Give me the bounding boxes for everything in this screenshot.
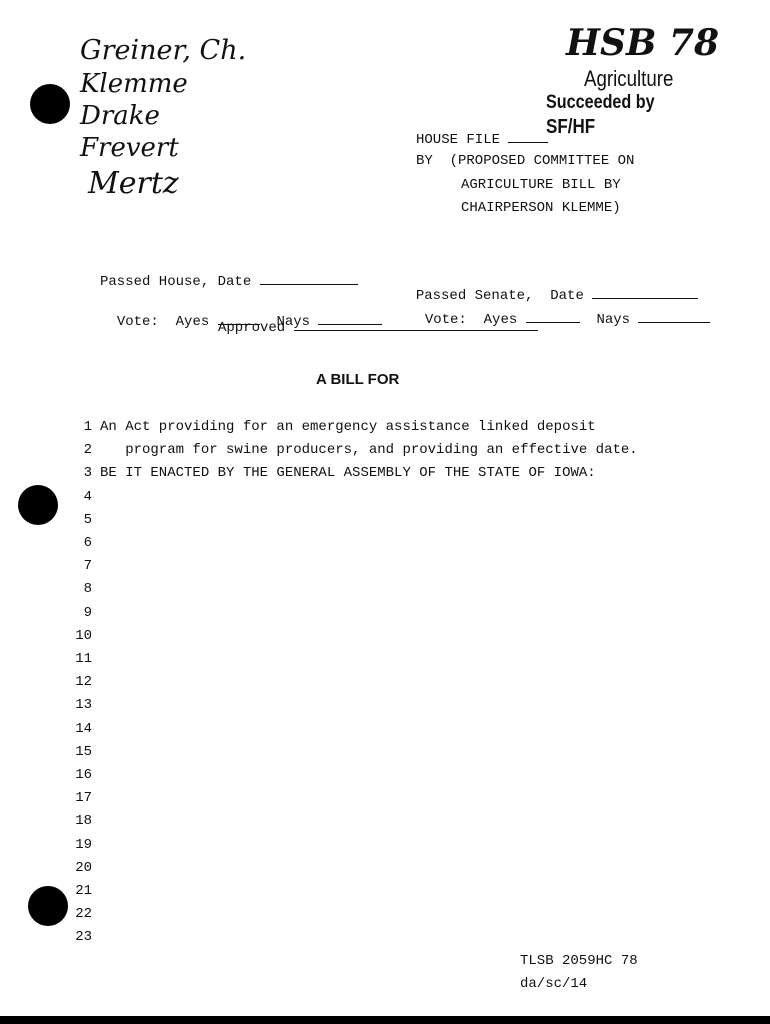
line-number: 1 xyxy=(83,419,92,435)
line-number: 21 xyxy=(75,883,92,899)
line-number: 7 xyxy=(83,558,92,574)
line-number: 20 xyxy=(75,860,92,876)
bill-heading: A BILL FOR xyxy=(316,371,400,388)
line-text: An Act providing for an emergency assistance linked deposit xyxy=(100,419,596,435)
line-number: 12 xyxy=(75,674,92,690)
line-number: 2 xyxy=(83,442,92,458)
vote-label: Vote: xyxy=(116,314,159,330)
committee-stamp: Agriculture xyxy=(584,66,674,91)
line-number: 4 xyxy=(83,489,92,505)
line-number: 5 xyxy=(83,512,92,528)
line-number: 18 xyxy=(75,813,92,829)
passed-senate-label: Passed Senate, Date xyxy=(415,288,584,304)
tlsb-code: TLSB 2059HC 78 xyxy=(520,953,638,969)
handwritten-name: Klemme xyxy=(80,69,188,99)
handwritten-name: Mertz xyxy=(88,166,179,201)
scan-bottom-edge xyxy=(0,1016,770,1024)
line-number: 8 xyxy=(83,581,92,597)
line-number: 3 xyxy=(83,465,92,481)
nays-label: Nays xyxy=(276,314,311,330)
by-line-2: AGRICULTURE BILL BY xyxy=(461,177,621,193)
handwritten-bill-number: HSB 78 xyxy=(566,22,720,64)
handwritten-name: Greiner, Ch. xyxy=(80,35,247,66)
by-line-1: BY (PROPOSED COMMITTEE ON xyxy=(416,153,635,169)
line-text: program for swine producers, and providing an effective date. xyxy=(100,442,638,458)
line-number: 6 xyxy=(83,535,92,551)
passed-house-label: Passed House, Date xyxy=(100,274,252,290)
line-number: 13 xyxy=(75,697,92,713)
line-number: 14 xyxy=(75,721,92,737)
line-number: 9 xyxy=(83,605,92,621)
vote-label: Vote: xyxy=(424,312,467,328)
line-text: BE IT ENACTED BY THE GENERAL ASSEMBLY OF THE STATE OF IOWA: xyxy=(100,465,596,481)
handwritten-name: Frevert xyxy=(80,133,179,163)
line-number: 19 xyxy=(75,837,92,853)
by-line-3: CHAIRPERSON KLEMME) xyxy=(461,200,621,216)
line-number: 23 xyxy=(75,929,92,945)
drafter-initials: da/sc/14 xyxy=(520,976,588,992)
line-number: 15 xyxy=(75,744,92,760)
line-number: 16 xyxy=(75,767,92,783)
line-number: 22 xyxy=(75,906,92,922)
nays-label: Nays xyxy=(596,312,631,328)
approved-label: Approved xyxy=(218,320,286,336)
sf-hf-stamp: SF/HF xyxy=(546,116,596,138)
house-file-label: HOUSE FILE xyxy=(416,132,501,148)
handwritten-name: Drake xyxy=(80,101,160,131)
line-number: 11 xyxy=(75,651,92,667)
succeeded-by-stamp: Succeeded by xyxy=(546,92,655,113)
line-number: 17 xyxy=(75,790,92,806)
ayes-label: Ayes xyxy=(483,312,518,328)
ayes-label: Ayes xyxy=(175,314,210,330)
line-number: 10 xyxy=(75,628,92,644)
